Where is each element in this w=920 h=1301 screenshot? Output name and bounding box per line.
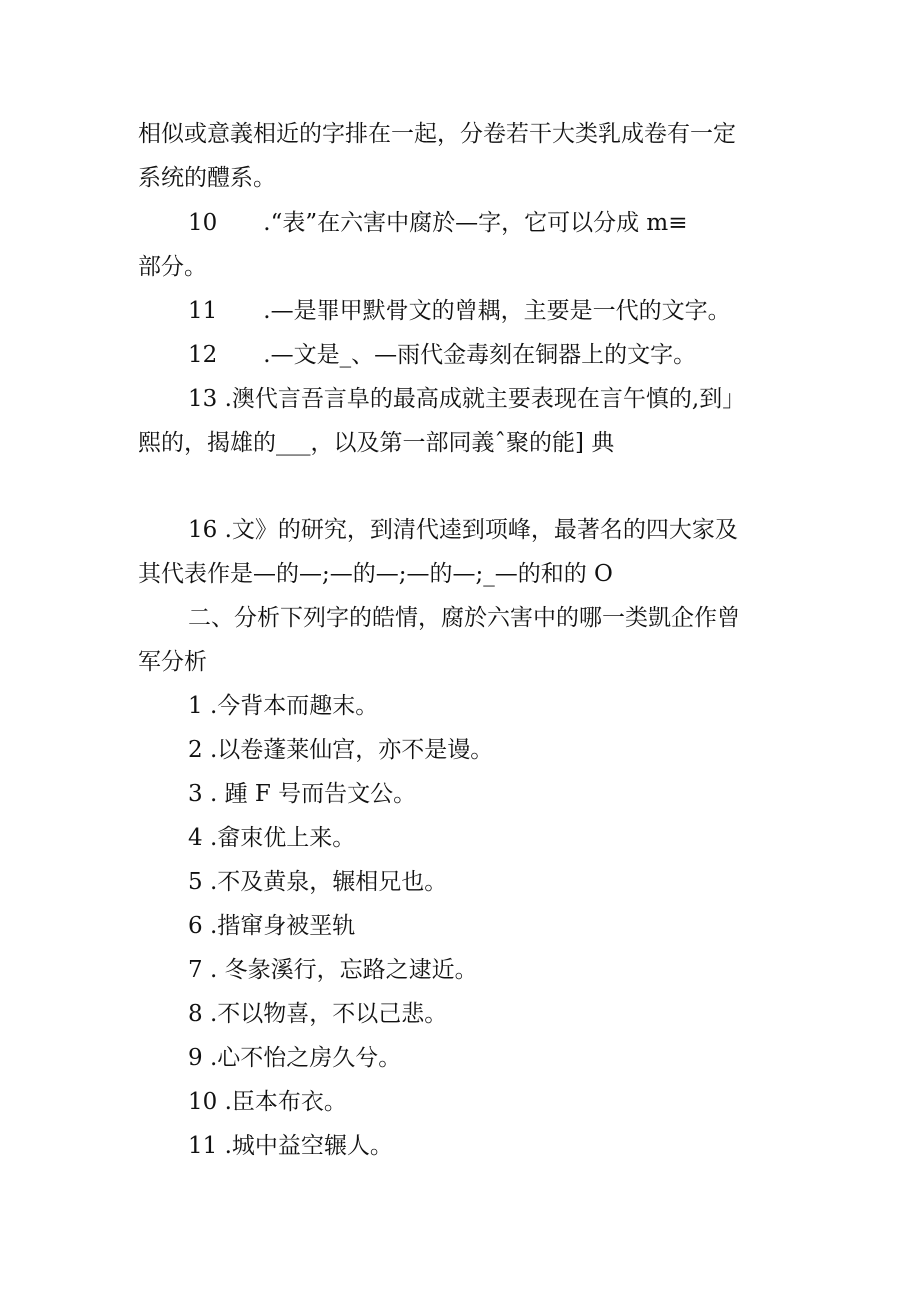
text-line: 熙的，揭雄的___，以及第一部同義ˆ聚的能] 典: [138, 430, 615, 456]
item-number: 11: [188, 298, 218, 324]
list-item: 6 .揩窜身被垩轨: [188, 913, 356, 939]
text-line: 部分。: [138, 254, 207, 280]
numbered-item: [188, 296, 731, 326]
text-line: 16 .文》的研究，到清代逵到项峰，最著名的四大家及: [188, 517, 738, 543]
text-line: 系统的醴系。: [138, 165, 276, 191]
numbered-item: [188, 208, 688, 238]
numbered-item: [188, 340, 696, 370]
item-text: .—文是_、—雨代金毒刻在铜器上的文字。: [263, 342, 697, 368]
list-item: 7 . 冬彖溪行，忘路之逮近。: [188, 957, 478, 983]
list-item: 4 .畲朿优上来。: [188, 825, 356, 851]
section-heading: 二、分析下列字的皓情，腐於六害中的哪一类凱企作曾: [188, 605, 740, 631]
list-item: 5 .不及黄泉，辗相兄也。: [188, 869, 448, 895]
list-item: 1 .今背本而趣末。: [188, 693, 379, 719]
list-item: 3 . 踵 F 号而告文公。: [188, 781, 417, 807]
text-line: 相似或意義相近的字排在一起，分卷若干大类乳成卷有一定: [138, 121, 736, 147]
item-text: .—是罪甲默骨文的曾耦，主要是一代的文字。: [263, 298, 731, 324]
text-line: 13 .澳代言吾言阜的最高成就主要表现在言午慎的,到」: [188, 386, 746, 412]
list-item: 2 .以卷蓬莱仙宫，亦不是谩。: [188, 737, 494, 763]
list-item: 8 .不以物喜，不以己悲。: [188, 1001, 448, 1027]
text-line: 其代表作是—的—;—的—;—的—;_—的和的 O: [138, 561, 613, 587]
list-item: 11 .城中益空辗人。: [188, 1133, 393, 1159]
list-item: 9 .心不怡之房久兮。: [188, 1045, 402, 1071]
item-number: 12: [188, 342, 218, 368]
list-item: 10 .臣本布衣。: [188, 1089, 347, 1115]
text-line: 军分析: [138, 649, 207, 675]
item-text: .“表”在六害中腐於—字，它可以分成 m≡: [263, 210, 688, 236]
item-number: 10: [188, 210, 218, 236]
